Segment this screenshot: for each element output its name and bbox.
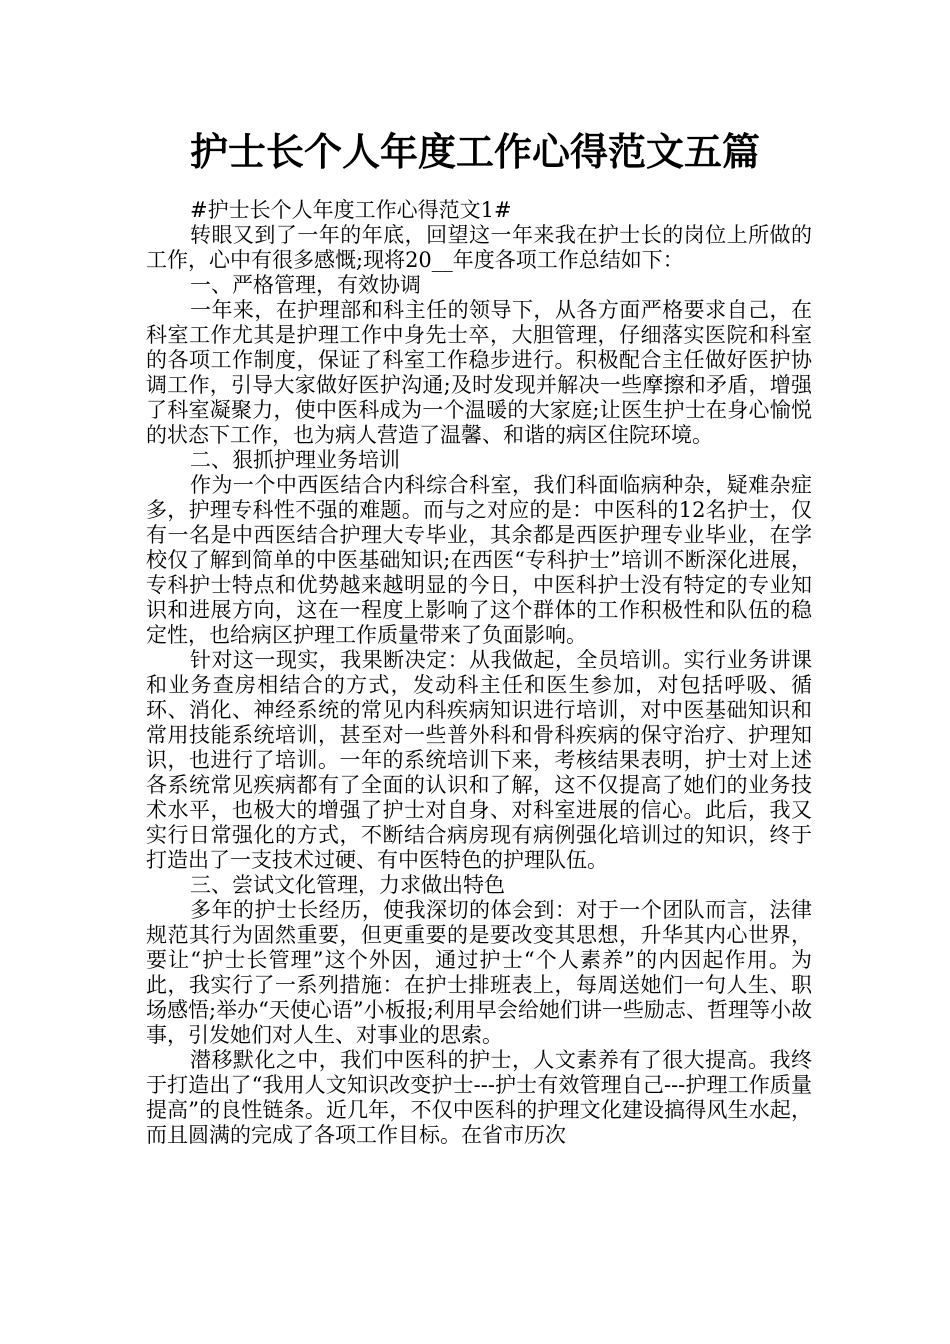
body-paragraph: 潜移默化之中，我们中医科的护士，人文素养有了很大提高。我终于打造出了“我用人文知识改变护士---护士有效管理自己---护理工作质量提高”的良性链条。近几年，不仅中医科的护理文化建设搞得风生水起，而且圆满的完成了各项工作目标。在省市历次	[146, 1048, 812, 1147]
section-heading-2: 二、狠抓护理业务培训	[190, 448, 400, 472]
body-paragraph: 针对这一现实，我果断决定：从我做起，全员培训。实行业务讲课和业务查房相结合的方式，发动科主任和医生参加，对包括呼吸、循环、消化、神经系统的常见内科疾病知识进行培训，对中医基础知识和常用技能系统培训，甚至对一些普外科和骨科疾病的保守治疗、护理知识，也进行了培训。一年的系统培训下来，考核结果表明，护士对上述各系统常见疾病都有了全面的认识和了解，这不仅提高了她们的业务技术水平，也极大的增强了护士对自身、对科室进展的信心。此后，我又实行日常强化的方式，不断结合病房现有病例强化培训过的知识，终于打造出了一支技术过硬、有中医特色的护理队伍。	[146, 648, 812, 872]
document-body	[146, 198, 812, 1148]
section-heading-3: 三、尝试文化管理，力求做出特色	[190, 873, 505, 897]
section-heading-1: 一、严格管理，有效协调	[190, 273, 421, 297]
document-title: 护士长个人年度工作心得范文五篇	[189, 130, 760, 174]
subtitle-paragraph: #护士长个人年度工作心得范文1#	[190, 198, 512, 222]
body-paragraph: 一年来，在护理部和科主任的领导下，从各方面严格要求自己，在科室工作尤其是护理工作中身先士卒，大胆管理，仔细落实医院和科室的各项工作制度，保证了科室工作稳步进行。积极配合主任做好医护协调工作，引导大家做好医护沟通;及时发现并解决一些摩擦和矛盾，增强了科室凝聚力，使中医科成为一个温暖的大家庭;让医生护士在身心愉悦的状态下工作，也为病人营造了温馨、和谐的病区住院环境。	[146, 298, 812, 447]
body-paragraph: 多年的护士长经历，使我深切的体会到：对于一个团队而言，法律规范其行为固然重要，但更重要的是要改变其思想，升华其内心世界，要让“护士长管理”这个外因，通过护士“个人素养”的内因起作用。为此，我实行了一系列措施：在护士排班表上，每周送她们一句人生、职场感悟;举办“天使心语”小板报;利用早会给她们讲一些励志、哲理等小故事，引发她们对人生、对事业的思索。	[146, 898, 812, 1047]
body-paragraph: 作为一个中西医结合内科综合科室，我们科面临病种杂，疑难杂症多，护理专科性不强的难题。而与之对应的是：中医科的12名护士，仅有一名是中西医结合护理大专毕业，其余都是西医护理专业毕业，在学校仅了解到简单的中医基础知识;在西医“专科护士”培训不断深化进展，专科护士特点和优势越来越明显的今日，中医科护士没有特定的专业知识和进展方向，这在一程度上影响了这个群体的工作积极性和队伍的稳定性，也给病区护理工作质量带来了负面影响。	[146, 473, 812, 647]
intro-paragraph: 转眼又到了一年的年底，回望这一年来我在护士长的岗位上所做的工作，心中有很多感慨;现将20__年度各项工作总结如下：	[146, 223, 812, 272]
